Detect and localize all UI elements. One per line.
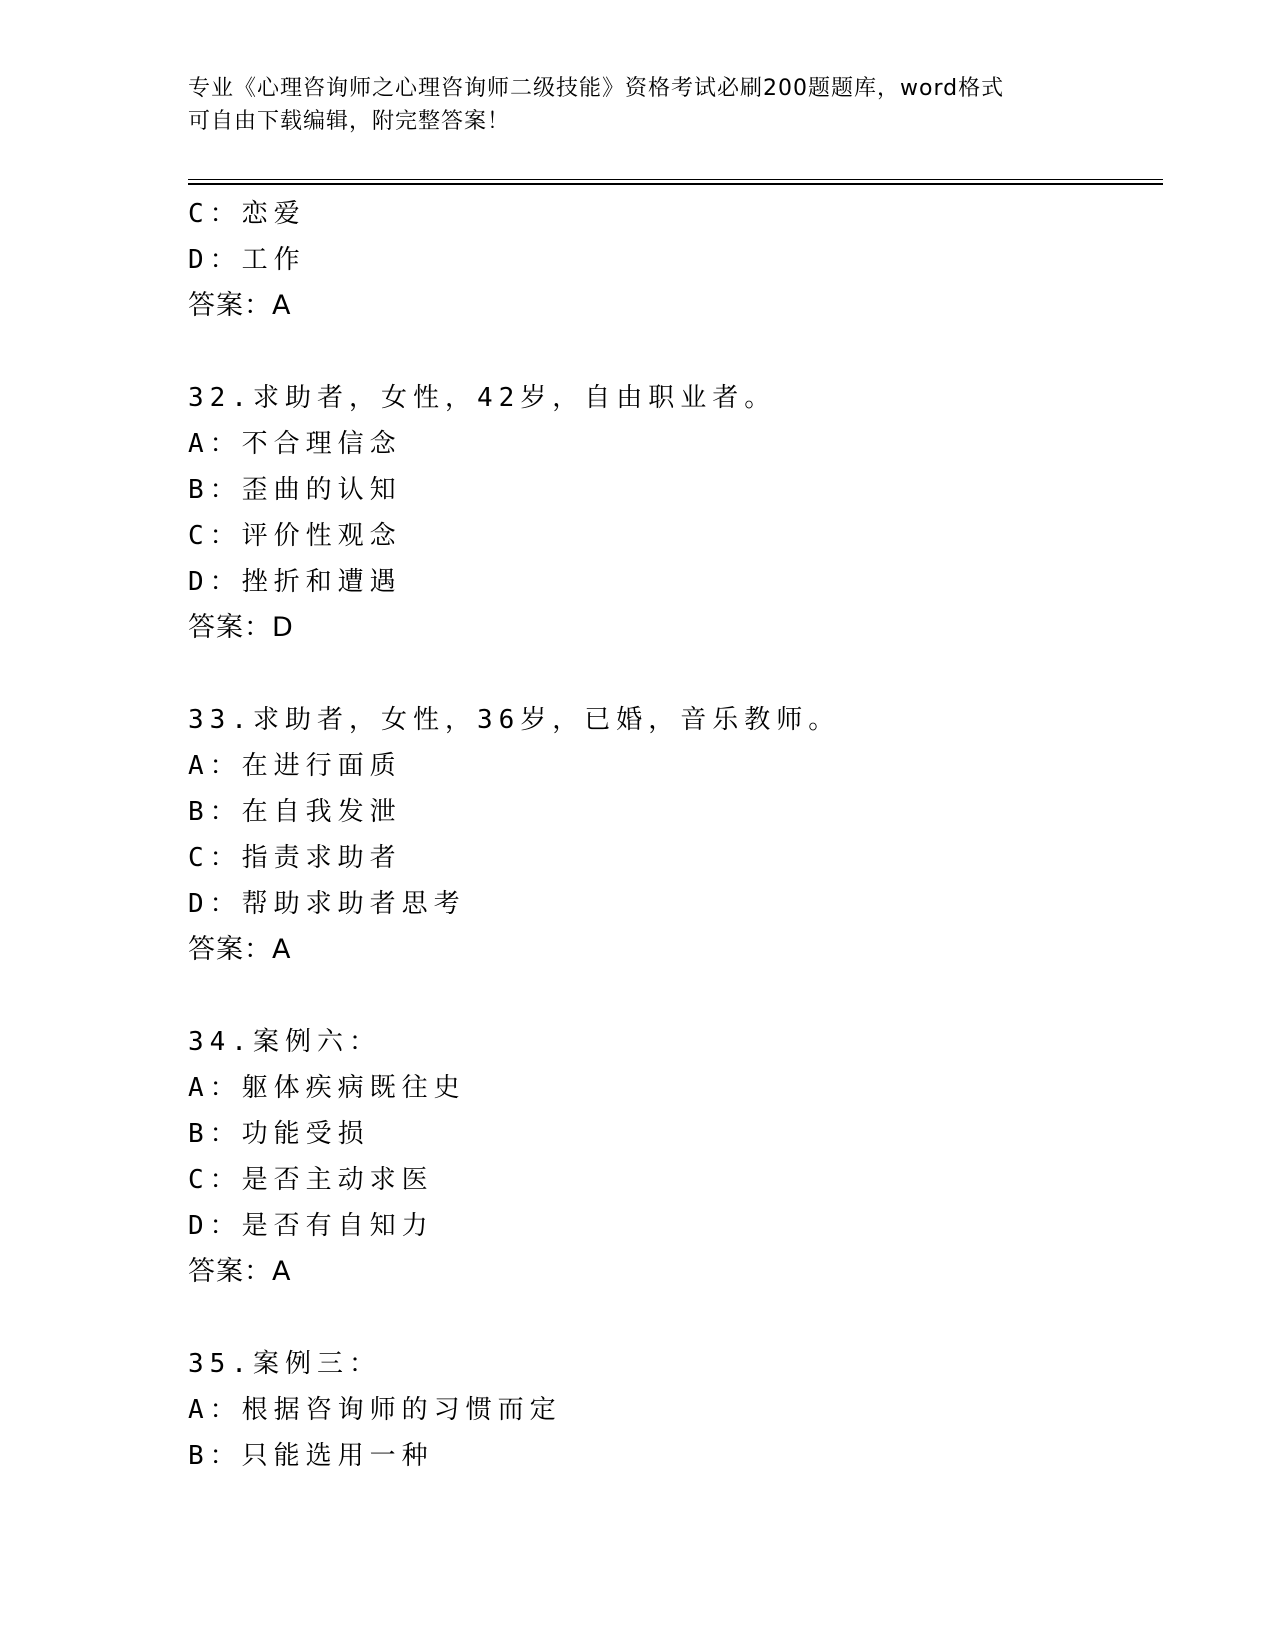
question-stem: 33.求助者，女性，36岁，已婚，音乐教师。 [188, 705, 841, 735]
option-d: D：工作 [188, 245, 306, 275]
option-b: B：歪曲的认知 [188, 475, 402, 505]
question-32 [188, 375, 1168, 651]
spacer [188, 329, 1168, 375]
document-header [188, 72, 1088, 138]
option-a: A：不合理信念 [188, 429, 402, 459]
header-line-2: 可自由下载编辑，附完整答案！ [188, 109, 511, 134]
question-34 [188, 1019, 1168, 1295]
option-b: B：只能选用一种 [188, 1441, 434, 1471]
answer-line: 答案：D [188, 612, 294, 643]
question-35 [188, 1341, 1168, 1479]
option-b: B：在自我发泄 [188, 797, 402, 827]
option-d: D：帮助求助者思考 [188, 889, 466, 919]
question-stem: 32.求助者，女性，42岁，自由职业者。 [188, 383, 777, 413]
option-d: D：挫折和遭遇 [188, 567, 402, 597]
spacer [188, 973, 1168, 1019]
answer-line: 答案：A [188, 1256, 292, 1287]
option-c: C：恋爱 [188, 199, 306, 229]
question-stem: 34.案例六： [188, 1027, 381, 1057]
question-content [188, 191, 1168, 1479]
option-a: A：躯体疾病既往史 [188, 1073, 466, 1103]
answer-line: 答案：A [188, 934, 292, 965]
prev-question [188, 191, 1168, 329]
spacer [188, 1295, 1168, 1341]
option-b: B：功能受损 [188, 1119, 370, 1149]
spacer [188, 651, 1168, 697]
option-d: D：是否有自知力 [188, 1211, 434, 1241]
header-rule-thin [188, 179, 1163, 180]
option-c: C：评价性观念 [188, 521, 402, 551]
option-c: C：是否主动求医 [188, 1165, 434, 1195]
answer-line: 答案：A [188, 290, 292, 321]
question-stem: 35.案例三： [188, 1349, 381, 1379]
header-line-1: 专业《心理咨询师之心理咨询师二级技能》资格考试必刷200题题库，word格式 [188, 76, 1005, 101]
option-a: A：根据咨询师的习惯而定 [188, 1395, 562, 1425]
header-rule-thick [188, 183, 1163, 185]
option-a: A：在进行面质 [188, 751, 402, 781]
question-33 [188, 697, 1168, 973]
option-c: C：指责求助者 [188, 843, 402, 873]
